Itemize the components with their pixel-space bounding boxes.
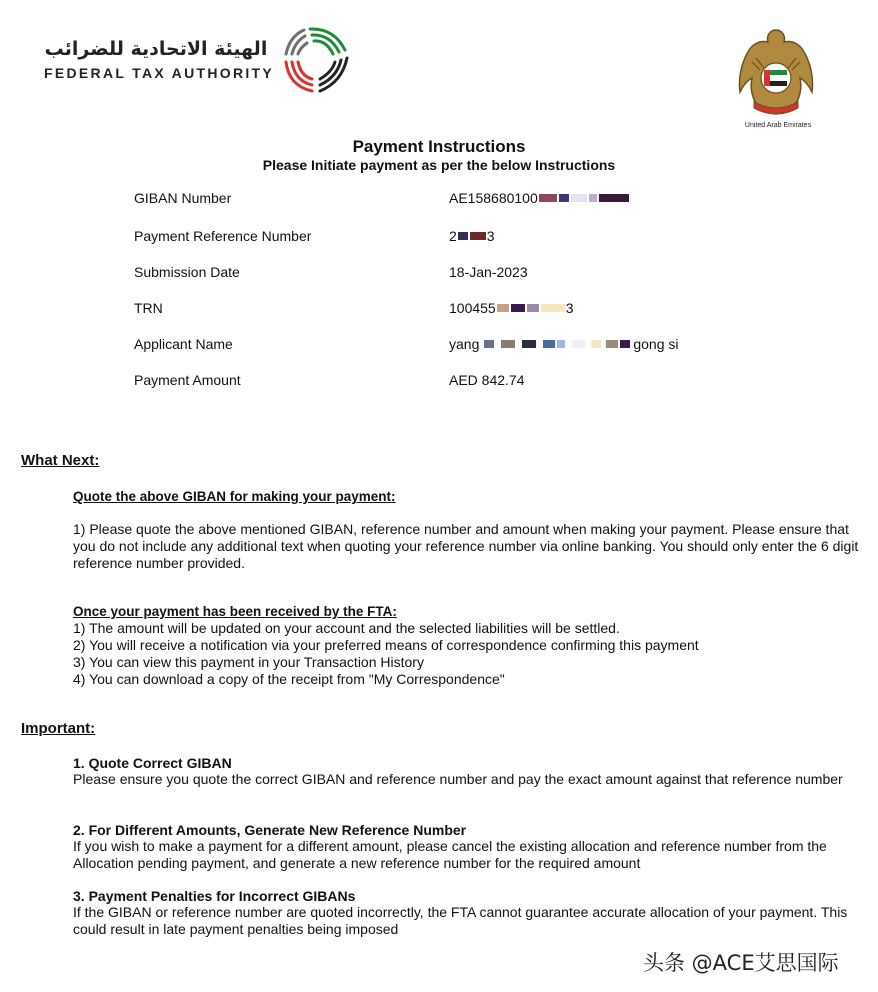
quote-giban-text: 1) Please quote the above mentioned GIBAN, reference number and amount when making your payment. Please ensure that you do not include any additional text when quoting your reference number via online banking. You should only enter the 6 digit reference number provided.: [73, 521, 859, 571]
amount-value: AED 842.74: [449, 372, 525, 388]
important-item-text: If you wish to make a payment for a different amount, please cancel the existing allocation and reference number from the Allocation pending payment, and generate a new reference number for the required amount: [73, 838, 827, 871]
redaction-mark: [572, 340, 586, 348]
redaction-mark: [527, 304, 539, 312]
redaction-mark: [559, 194, 569, 202]
applicant-value-suffix: gong si: [633, 336, 679, 352]
payment-received-heading: Once your payment has been received by the FTA:: [73, 604, 397, 619]
important-item-title: 2. For Different Amounts, Generate New Reference Number: [73, 822, 467, 838]
redaction-mark: [539, 194, 557, 202]
trn-value-suffix: 3: [565, 300, 574, 316]
important-item-title: 3. Payment Penalties for Incorrect GIBANs: [73, 888, 356, 904]
redaction-mark: [522, 340, 536, 348]
reference-value: [449, 228, 495, 244]
applicant-label: Applicant Name: [134, 336, 233, 352]
redaction-mark: [511, 304, 525, 312]
redaction-mark: [484, 340, 494, 348]
redaction-mark: [620, 340, 630, 348]
reference-label: Payment Reference Number: [134, 228, 312, 244]
reference-value-suffix: 3: [486, 228, 495, 244]
fta-logo-icon: [278, 22, 354, 98]
list-item: 2) You will receive a notification via your preferred means of correspondence confirming this payment: [73, 637, 699, 653]
important-item-title: 1. Quote Correct GIBAN: [73, 755, 232, 771]
uae-caption: United Arab Emirates: [744, 122, 812, 129]
list-item: 4) You can download a copy of the receipt from "My Correspondence": [73, 671, 505, 687]
applicant-value-prefix: yang: [449, 336, 480, 352]
giban-value-prefix: AE158680100: [449, 190, 538, 206]
redaction-mark: [458, 232, 468, 240]
page-subtitle: Please Initiate payment as per the below Instructions: [262, 157, 616, 173]
important-heading: Important:: [21, 720, 96, 737]
watermark: 头条 @ACE艾思国际: [643, 951, 839, 975]
amount-label: Payment Amount: [134, 372, 241, 388]
page-title: Payment Instructions: [352, 137, 526, 156]
submission-date-label: Submission Date: [134, 264, 240, 280]
redaction-mark: [470, 232, 486, 240]
redaction-mark: [599, 194, 629, 202]
applicant-value: [449, 336, 679, 352]
redaction-mark: [591, 340, 601, 348]
reference-value-prefix: 2: [449, 228, 457, 244]
fta-english-name: FEDERAL TAX AUTHORITY: [44, 65, 275, 81]
what-next-heading: What Next:: [21, 452, 100, 469]
redaction-mark: [497, 304, 509, 312]
important-item-text: Please ensure you quote the correct GIBAN and reference number and pay the exact amount against that reference number: [73, 771, 843, 787]
redaction-mark: [543, 340, 555, 348]
redaction-mark: [557, 340, 565, 348]
submission-date-value: 18-Jan-2023: [449, 264, 528, 280]
giban-value: [449, 190, 630, 206]
list-item: 1) The amount will be updated on your account and the selected liabilities will be settled.: [73, 620, 620, 636]
redaction-mark: [589, 194, 597, 202]
redaction-mark: [501, 340, 515, 348]
important-item-text: If the GIBAN or reference number are quoted incorrectly, the FTA cannot guarantee accurate allocation of your payment. This could result in late payment penalties being imposed: [73, 904, 848, 937]
redaction-mark: [541, 304, 565, 312]
trn-value-prefix: 100455: [449, 300, 496, 316]
uae-emblem-icon: [730, 22, 822, 122]
fta-arabic-name: الهيئة الاتحادية للضرائب: [44, 38, 268, 60]
redaction-mark: [606, 340, 618, 348]
giban-label: GIBAN Number: [134, 190, 232, 206]
trn-label: TRN: [134, 300, 163, 316]
list-item: 3) You can view this payment in your Transaction History: [73, 654, 424, 670]
redaction-mark: [571, 194, 587, 202]
trn-value: [449, 300, 574, 316]
quote-giban-heading: Quote the above GIBAN for making your payment:: [73, 489, 396, 504]
